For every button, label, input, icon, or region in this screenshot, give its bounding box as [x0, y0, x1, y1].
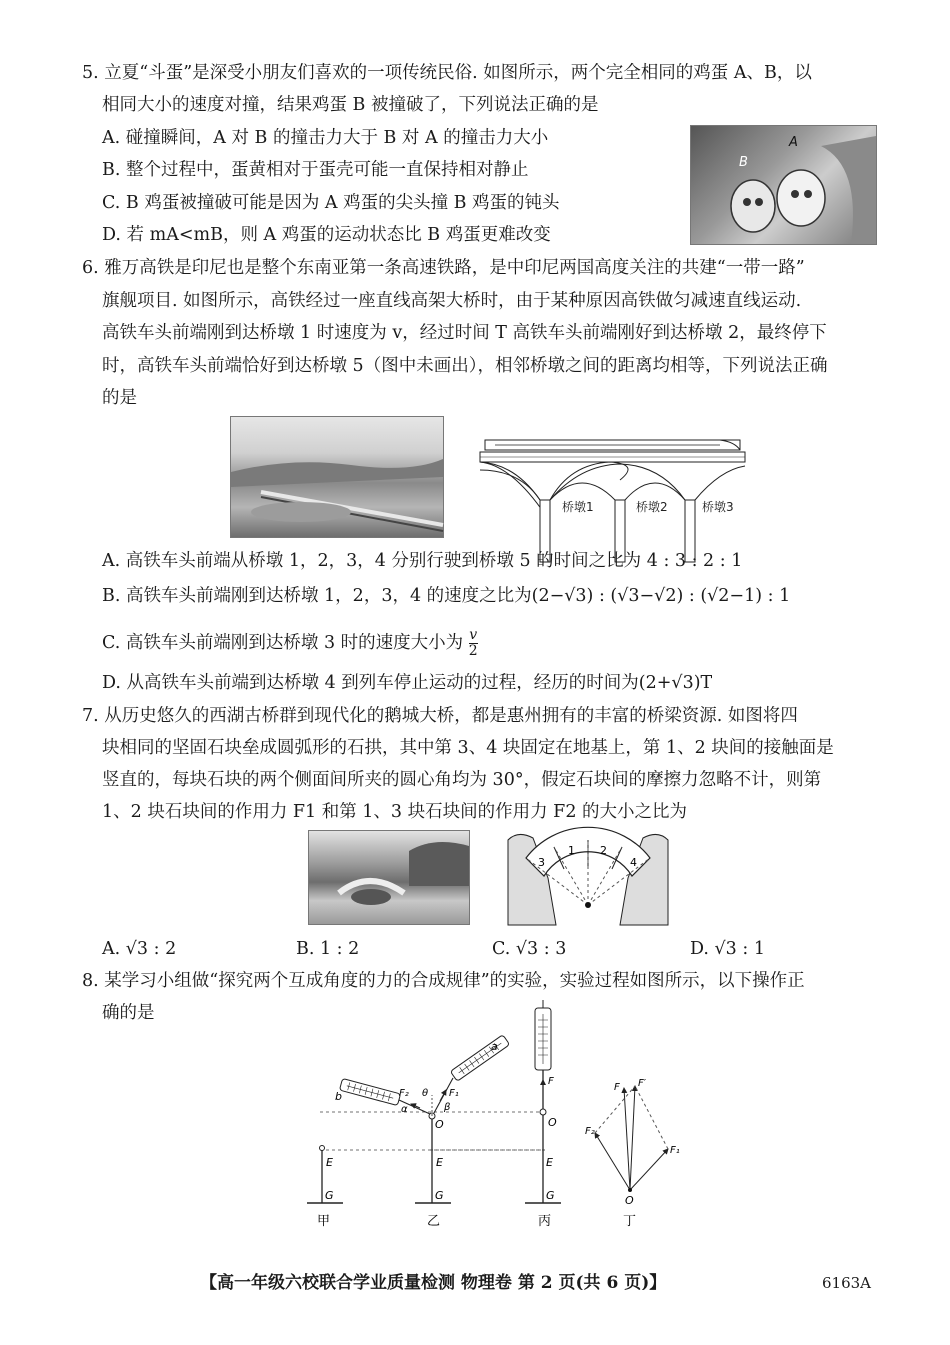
page-footer: [0, 1268, 950, 1290]
q8-stem-line2: 确的是: [102, 1003, 155, 1023]
railway-bridge-photo: [230, 416, 444, 538]
q7-stem-line3: 竖直的，每块石块的两个侧面间所夹的圆心角均为 30°，假定石块间的摩擦力忽略不计，则第: [102, 770, 822, 790]
yi-o-label: O: [435, 1118, 444, 1131]
ding-fprime-label: F′: [638, 1078, 647, 1089]
q5-option-d: D. 若 mA<mB，则 A 鸡蛋的运动状态比 B 鸡蛋更难改变: [102, 225, 551, 245]
footer-title: 【高一年级六校联合学业质量检测 物理卷 第 2 页(共 6 页)】: [200, 1273, 667, 1290]
q6-option-c-text: C. 高铁车头前端刚到达桥墩 3 时的速度大小为: [102, 633, 464, 653]
jia-e-label: E: [326, 1156, 333, 1169]
q7-stem-line1: 7. 从历史悠久的西湖古桥群到现代化的鹅城大桥，都是惠州拥有的丰富的桥梁资源. 如图将四: [82, 706, 798, 726]
block-2-label: 2: [600, 844, 607, 857]
q6-stem-line3: 高铁车头前端刚到达桥墩 1 时速度为 v，经过时间 T 高铁车头前端刚好到达桥墩 2，最终停下: [102, 323, 827, 343]
q7-option-d: D. √3 : 1: [690, 939, 765, 959]
yi-f2-label: F₂: [399, 1088, 409, 1099]
q6-option-b: B. 高铁车头前端刚到达桥墩 1，2，3，4 的速度之比为(2−√3) : (√3−√2) : (√2−1) : 1: [102, 586, 791, 606]
egg-photo: [690, 125, 877, 245]
stone-bridge-photo: [308, 830, 470, 925]
block-3-label: 3: [538, 856, 545, 869]
yi-g-label: G: [435, 1189, 444, 1202]
label-jia: 甲: [317, 1214, 331, 1229]
yi-e-label: E: [436, 1156, 443, 1169]
egg-label-b: B: [739, 155, 748, 170]
q5-option-c: C. B 鸡蛋被撞破可能是因为 A 鸡蛋的尖头撞 B 鸡蛋的钝头: [102, 193, 560, 213]
pier-2-label: 桥墩2: [636, 500, 668, 514]
footer-code: 6163A: [822, 1274, 872, 1290]
q5-option-b: B. 整个过程中，蛋黄相对于蛋壳可能一直保持相对静止: [102, 160, 529, 180]
q6-stem-line5: 的是: [102, 388, 137, 408]
q7-option-c: C. √3 : 3: [492, 939, 567, 959]
yi-b-label: b: [335, 1090, 342, 1103]
q6-option-c: [102, 628, 478, 659]
bing-o-label: O: [548, 1116, 557, 1129]
q7-option-b: B. 1 : 2: [296, 939, 360, 959]
yi-theta-label: θ: [422, 1088, 429, 1099]
fraction-denominator: 2: [468, 643, 478, 659]
label-ding: 丁: [623, 1214, 637, 1229]
bridge-pier-diagram: [480, 440, 750, 565]
q6-option-a: A. 高铁车头前端从桥墩 1，2，3，4 分别行驶到桥墩 5 的时间之比为 4 : 3 : 2 : 1: [102, 551, 743, 571]
pier-1-label: 桥墩1: [562, 500, 594, 514]
q6-stem-line2: 旗舰项目. 如图所示，高铁经过一座直线高架大桥时，由于某种原因高铁做匀减速直线运动.: [102, 291, 802, 311]
ding-f1-label: F₁: [670, 1145, 680, 1156]
block-4-label: 4: [630, 856, 637, 869]
ding-o-label: O: [625, 1194, 634, 1207]
pier-3-label: 桥墩3: [702, 500, 734, 514]
egg-label-a: A: [789, 135, 798, 150]
q5-stem-line1: 5. 立夏“斗蛋”是深受小朋友们喜欢的一项传统民俗. 如图所示，两个完全相同的鸡蛋 A、B，以: [82, 63, 812, 83]
q8-stem-line1: 8. 某学习小组做“探究两个互成角度的力的合成规律”的实验，实验过程如图所示，以下操作正: [82, 971, 805, 991]
bing-e-label: E: [546, 1156, 553, 1169]
yi-f1-label: F₁: [449, 1088, 459, 1099]
q7-stem-line4: 1、2 块石块间的作用力 F1 和第 1、3 块石块间的作用力 F2 的大小之比为: [102, 802, 688, 822]
q7-option-a: A. √3 : 2: [102, 939, 177, 959]
q6-stem-line4: 时，高铁车头前端恰好到达桥墩 5（图中未画出），相邻桥墩之间的距离均相等，下列说法正确: [102, 356, 828, 376]
q5-option-a: A. 碰撞瞬间，A 对 B 的撞击力大于 B 对 A 的撞击力大小: [102, 128, 549, 148]
stone-arch-diagram: [508, 830, 668, 925]
egg-a-shape: [777, 170, 825, 226]
ding-f2-label: F₂: [585, 1126, 595, 1137]
block-1-label: 1: [568, 844, 575, 857]
force-experiment-diagram: [295, 1000, 695, 1230]
v-over-2-fraction: [469, 628, 478, 659]
q5-stem-line2: 相同大小的速度对撞，结果鸡蛋 B 被撞破了，下列说法正确的是: [102, 95, 599, 115]
yi-a-label: a: [491, 1040, 498, 1053]
jia-g-label: G: [325, 1189, 334, 1202]
bing-g-label: G: [546, 1189, 555, 1202]
ding-f-label: F: [614, 1082, 620, 1093]
yi-beta-label: β: [444, 1102, 451, 1113]
label-yi: 乙: [427, 1214, 441, 1229]
yi-alpha-label: α: [401, 1104, 408, 1115]
fraction-numerator: v: [469, 627, 478, 643]
q7-stem-line2: 块相同的坚固石块垒成圆弧形的石拱，其中第 3、4 块固定在地基上，第 1、2 块间的接触面是: [102, 738, 834, 758]
egg-b-shape: [731, 180, 775, 232]
q6-stem-line1: 6. 雅万高铁是印尼也是整个东南亚第一条高速铁路，是中印尼两国高度关注的共建“一带一路”: [82, 258, 805, 278]
label-bing: 丙: [538, 1214, 552, 1229]
q6-option-d: D. 从高铁车头前端到达桥墩 4 到列车停止运动的过程，经历的时间为(2+√3)T: [102, 673, 713, 693]
bing-f-label: F: [548, 1076, 554, 1087]
